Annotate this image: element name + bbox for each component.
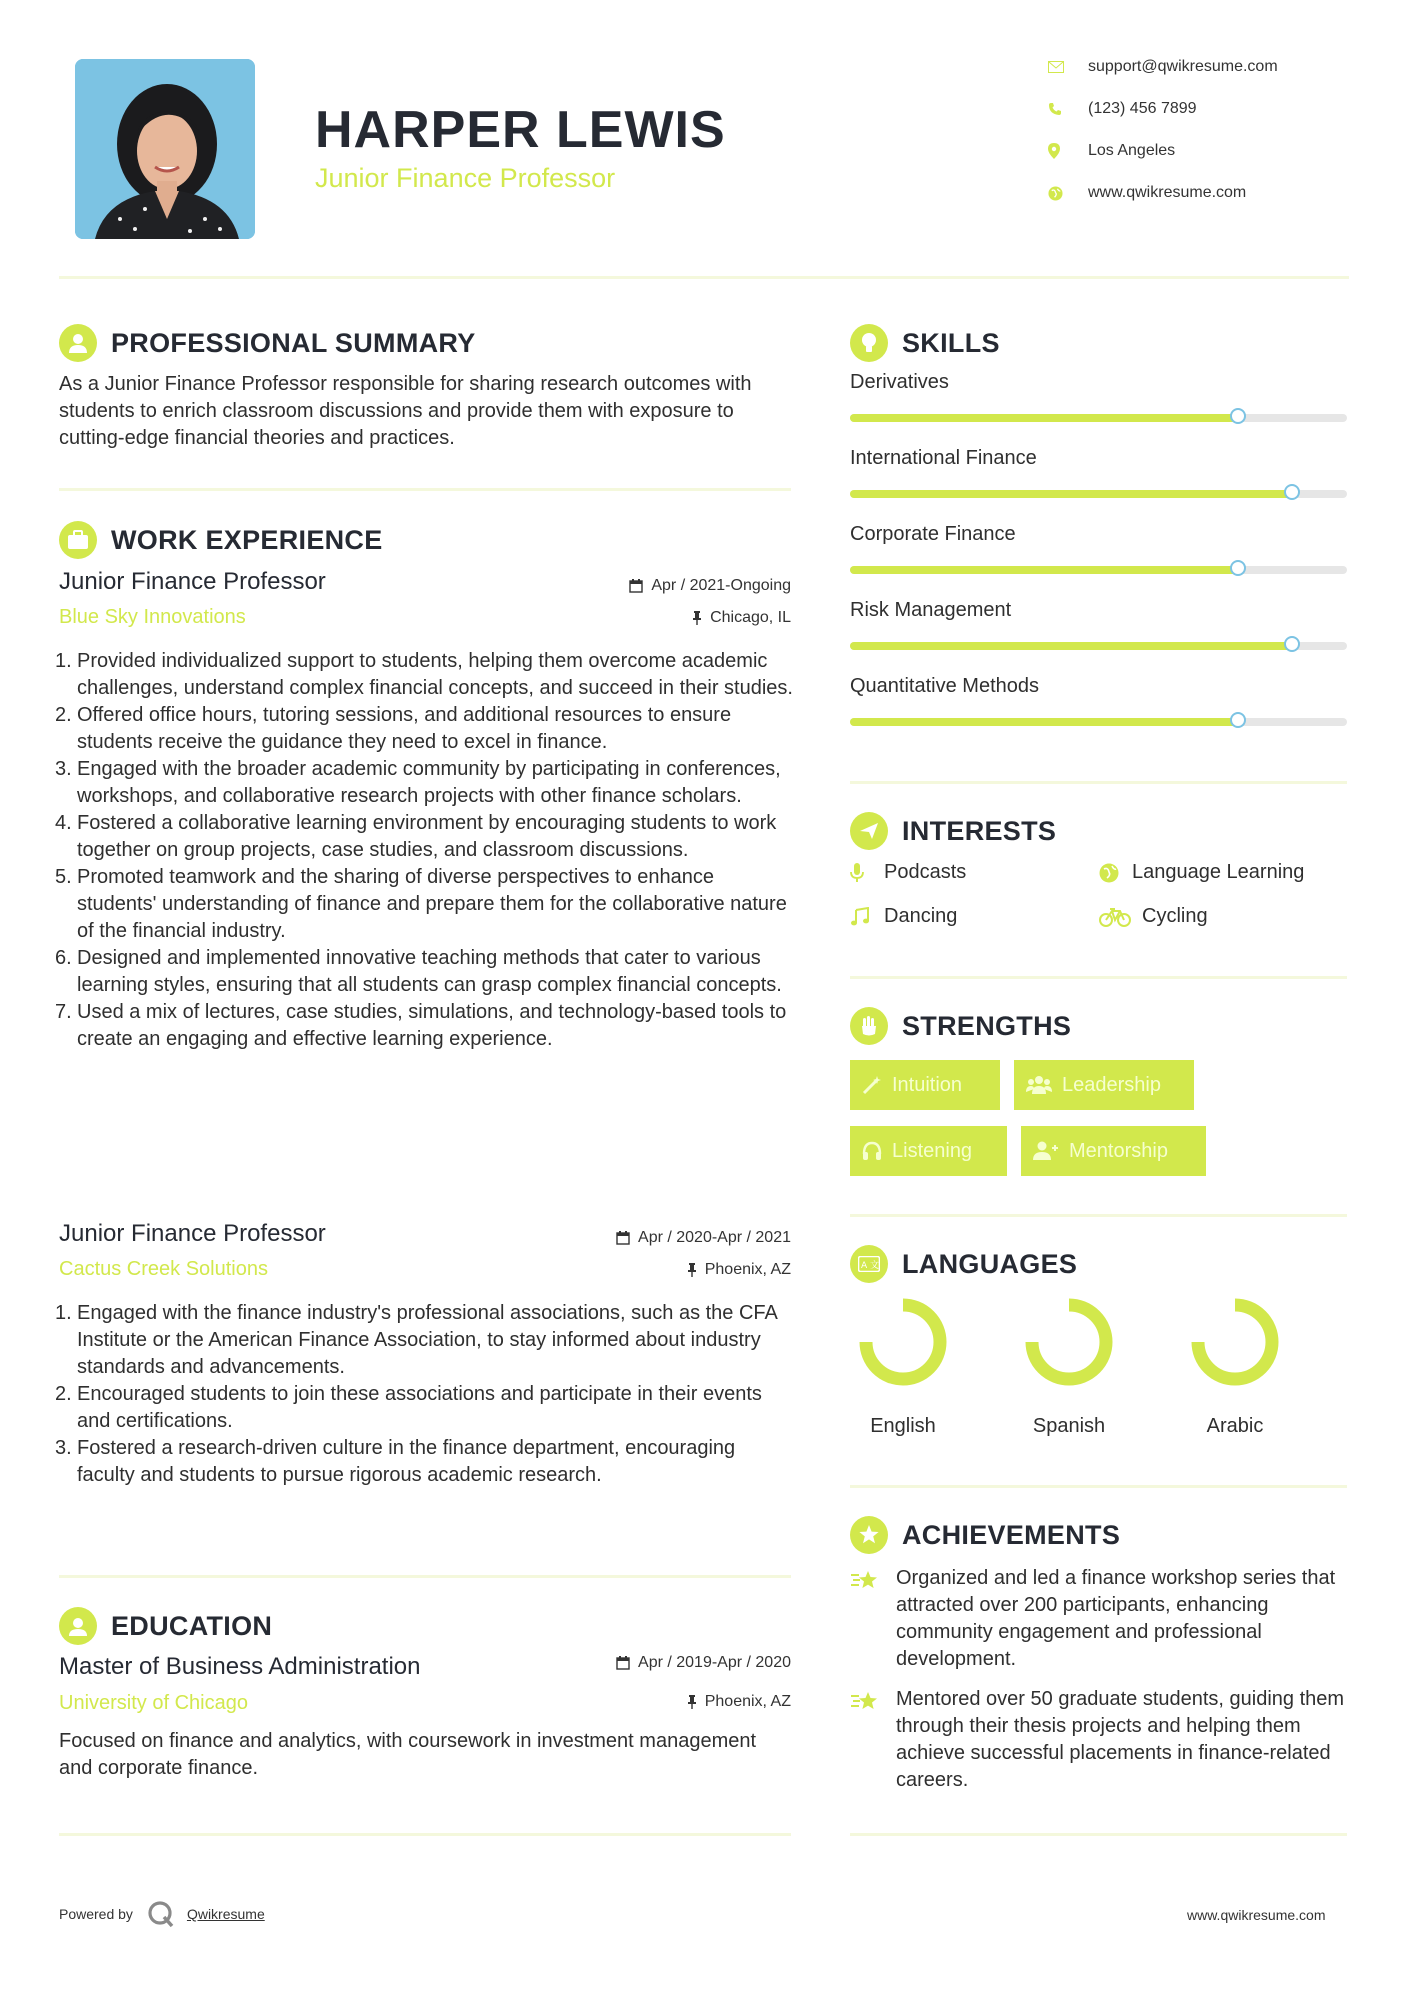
skill-bar-fill bbox=[850, 490, 1292, 498]
users-icon bbox=[1026, 1075, 1052, 1095]
email-text: support@qwikresume.com bbox=[1088, 58, 1278, 75]
interest-dancing bbox=[850, 905, 957, 928]
skill-bar bbox=[850, 490, 1347, 498]
skill-name: International Finance bbox=[850, 447, 1037, 469]
profile-photo bbox=[75, 59, 255, 239]
job-1-location-text: Chicago, IL bbox=[710, 609, 791, 626]
summary-text: As a Junior Finance Professor responsible for sharing research outcomes with students to enrich classroom discussions and provide them with exposure to cutting-edge financial theories and practices. bbox=[59, 373, 752, 449]
achievements-heading bbox=[850, 1516, 1120, 1554]
skill-bar bbox=[850, 414, 1347, 422]
powered-by-text: Powered by bbox=[59, 1906, 133, 1922]
list-item: Promoted teamwork and the sharing of diverse perspectives to enhance students' understanding of finance and prepare them for the collaborative nature of the financial industry. bbox=[77, 866, 787, 942]
education-degree: Master of Business Administration bbox=[59, 1653, 421, 1680]
list-item: Engaged with the broader academic community by participating in conferences, workshops, and collaborative research projects with other finance scholars. bbox=[77, 758, 781, 807]
interest-label: Cycling bbox=[1142, 905, 1208, 927]
hand-icon bbox=[850, 1007, 888, 1045]
job-2-date-text: Apr / 2020-Apr / 2021 bbox=[638, 1229, 791, 1246]
job-2-date bbox=[500, 1229, 791, 1247]
job-1-responsibilities bbox=[59, 648, 794, 1053]
qwikresume-logo-icon bbox=[147, 1900, 175, 1928]
languages-divider bbox=[850, 1485, 1347, 1488]
location-text: Los Angeles bbox=[1088, 142, 1176, 159]
achievement-text: Mentored over 50 graduate students, guiding them through their thesis projects and helping them achieve successful placements in finance-related careers. bbox=[896, 1688, 1345, 1791]
list-item: Engaged with the finance industry's professional associations, such as the CFA Institute or the American Finance Association, to stay informed about industry standards and advancements. bbox=[77, 1302, 777, 1378]
interest-podcasts bbox=[850, 861, 966, 884]
list-item: Designed and implemented innovative teaching methods that cater to various learning styles, ensuring that all students can grasp complex financial concepts. bbox=[77, 947, 782, 996]
skill-bar-fill bbox=[850, 642, 1292, 650]
language-label: English bbox=[870, 1415, 936, 1437]
achievement-1 bbox=[850, 1565, 1350, 1673]
education-date bbox=[500, 1654, 791, 1672]
contact-phone[interactable] bbox=[1048, 100, 1388, 118]
education-heading-text: EDUCATION bbox=[111, 1610, 273, 1641]
envelope-icon bbox=[1048, 61, 1088, 73]
skill-bar-knob bbox=[1284, 484, 1300, 500]
interests-heading bbox=[850, 812, 1056, 850]
language-ring bbox=[1185, 1292, 1285, 1392]
language-ring-arc bbox=[1198, 1305, 1272, 1379]
website-text: www.qwikresume.com bbox=[1088, 184, 1247, 201]
strengths-heading-text: STRENGTHS bbox=[902, 1010, 1072, 1041]
achievement-text: Organized and led a finance workshop series that attracted over 200 participants, enhancing community engagement and professional development. bbox=[896, 1567, 1336, 1670]
education-location bbox=[500, 1693, 791, 1711]
job-1-date-text: Apr / 2021-Ongoing bbox=[651, 577, 791, 594]
job-1-date bbox=[500, 577, 791, 595]
experience-heading-text: WORK EXPERIENCE bbox=[111, 524, 383, 555]
strength-mentorship bbox=[1021, 1126, 1206, 1176]
skill-bar bbox=[850, 642, 1347, 650]
skill-bar-knob bbox=[1230, 560, 1246, 576]
svg-text:文: 文 bbox=[870, 1261, 880, 1271]
shooting-star-icon bbox=[850, 1565, 896, 1673]
summary-divider bbox=[59, 488, 791, 491]
language-label: Arabic bbox=[1206, 1415, 1264, 1437]
pushpin-icon bbox=[692, 611, 702, 625]
job-1-title: Junior Finance Professor bbox=[59, 568, 326, 595]
calendar-icon bbox=[616, 1231, 630, 1245]
interests-heading-text: INTERESTS bbox=[902, 815, 1057, 846]
strength-label: Leadership bbox=[1062, 1073, 1161, 1096]
job-1-company: Blue Sky Innovations bbox=[59, 606, 246, 628]
language-ring-arc bbox=[866, 1305, 940, 1379]
strength-intuition bbox=[850, 1060, 1000, 1110]
interest-cycling bbox=[1099, 905, 1208, 928]
skill-bar-knob bbox=[1230, 712, 1246, 728]
briefcase-icon bbox=[59, 521, 97, 559]
list-item: Fostered a research-driven culture in the finance department, encouraging faculty and students to pursue rigorous academic research. bbox=[77, 1437, 736, 1486]
education-date-text: Apr / 2019-Apr / 2020 bbox=[638, 1654, 791, 1671]
skills-divider bbox=[850, 781, 1347, 784]
pushpin-icon bbox=[687, 1263, 697, 1277]
map-pin-icon bbox=[1048, 143, 1088, 159]
qwikresume-link[interactable]: Qwikresume bbox=[186, 1906, 265, 1922]
skill-name: Derivatives bbox=[850, 371, 949, 393]
job-1-location bbox=[500, 609, 791, 627]
skill-name: Corporate Finance bbox=[850, 523, 1016, 545]
achievements-divider bbox=[850, 1833, 1347, 1836]
languages-heading bbox=[850, 1245, 1077, 1283]
skills-heading-text: SKILLS bbox=[902, 327, 1000, 358]
languages-heading-text: LANGUAGES bbox=[902, 1248, 1078, 1279]
paper-plane-icon bbox=[850, 812, 888, 850]
magic-wand-icon bbox=[862, 1075, 882, 1095]
skill-bar-fill bbox=[850, 718, 1238, 726]
experience-heading bbox=[59, 521, 383, 559]
skill-name: Quantitative Methods bbox=[850, 675, 1039, 697]
language-ring bbox=[1019, 1292, 1119, 1392]
list-item: Offered office hours, tutoring sessions, and additional resources to ensure students receive the guidance they need to excel in finance. bbox=[77, 704, 732, 753]
calendar-icon bbox=[629, 579, 643, 593]
skill-name: Risk Management bbox=[850, 599, 1012, 621]
job-2-responsibilities bbox=[59, 1300, 794, 1489]
lightbulb-icon bbox=[850, 324, 888, 362]
user-plus-icon bbox=[1033, 1141, 1059, 1161]
skill-bar bbox=[850, 566, 1347, 574]
globe-icon bbox=[1048, 186, 1088, 201]
globe-icon bbox=[1099, 863, 1132, 883]
interest-label: Language Learning bbox=[1132, 861, 1305, 883]
strength-listening bbox=[850, 1126, 1007, 1176]
job-2-location bbox=[500, 1261, 791, 1279]
strength-label: Mentorship bbox=[1069, 1139, 1168, 1162]
interests-divider bbox=[850, 976, 1347, 979]
skill-bar-fill bbox=[850, 566, 1238, 574]
language-ring-arc bbox=[1032, 1305, 1106, 1379]
experience-divider bbox=[59, 1575, 791, 1578]
strengths-heading bbox=[850, 1007, 1071, 1045]
interest-label: Podcasts bbox=[884, 861, 967, 883]
phone-icon bbox=[1048, 102, 1088, 116]
list-item: Used a mix of lectures, case studies, simulations, and technology-based tools to create an engaging and effective learning experience. bbox=[77, 1001, 787, 1050]
list-item: Provided individualized support to students, helping them overcome academic challenges, understand complex financial concepts, and succeed in their studies. bbox=[77, 650, 793, 699]
footer-powered-by bbox=[59, 1900, 265, 1928]
language-ring bbox=[853, 1292, 953, 1392]
strengths-divider bbox=[850, 1214, 1347, 1217]
education-text: Focused on finance and analytics, with coursework in investment management and corporate finance. bbox=[59, 1730, 757, 1779]
education-heading bbox=[59, 1607, 272, 1645]
job-2-company: Cactus Creek Solutions bbox=[59, 1258, 268, 1280]
headphones-icon bbox=[862, 1141, 882, 1161]
strength-leadership bbox=[1014, 1060, 1194, 1110]
interest-label: Dancing bbox=[884, 905, 958, 927]
list-item: Encouraged students to join these associations and participate in their events and certifications. bbox=[77, 1383, 762, 1432]
candidate-title: Junior Finance Professor bbox=[315, 163, 616, 193]
summary-heading bbox=[59, 324, 476, 362]
education-divider bbox=[59, 1833, 791, 1836]
pushpin-icon bbox=[687, 1695, 697, 1709]
skill-bar-knob bbox=[1284, 636, 1300, 652]
job-2-title: Junior Finance Professor bbox=[59, 1220, 326, 1247]
calendar-icon bbox=[616, 1656, 630, 1670]
svg-text:A: A bbox=[861, 1261, 868, 1271]
list-item: Fostered a collaborative learning environment by encouraging students to work together on group projects, case studies, and classroom discussions. bbox=[77, 812, 777, 861]
contact-email[interactable] bbox=[1048, 58, 1388, 76]
education-location-text: Phoenix, AZ bbox=[704, 1693, 791, 1710]
candidate-name: HARPER LEWIS bbox=[315, 101, 726, 159]
summary-heading-text: PROFESSIONAL SUMMARY bbox=[111, 327, 476, 358]
skills-heading bbox=[850, 324, 1000, 362]
graduate-icon bbox=[59, 1607, 97, 1645]
strength-label: Listening bbox=[892, 1139, 973, 1162]
job-2-location-text: Phoenix, AZ bbox=[704, 1261, 791, 1278]
music-note-icon bbox=[850, 907, 884, 927]
strength-label: Intuition bbox=[892, 1073, 963, 1096]
bicycle-icon bbox=[1099, 907, 1142, 927]
contact-location bbox=[1048, 142, 1388, 160]
header-divider bbox=[59, 276, 1349, 279]
achievement-2 bbox=[850, 1686, 1350, 1794]
language-icon bbox=[850, 1245, 888, 1283]
microphone-icon bbox=[850, 863, 884, 883]
phone-text: (123) 456 7899 bbox=[1088, 100, 1197, 117]
skill-bar-fill bbox=[850, 414, 1238, 422]
shooting-star-icon bbox=[850, 1686, 896, 1794]
skill-bar-knob bbox=[1230, 408, 1246, 424]
footer-website[interactable]: www.qwikresume.com bbox=[1187, 1907, 1326, 1923]
achievements-heading-text: ACHIEVEMENTS bbox=[902, 1519, 1121, 1550]
skill-bar bbox=[850, 718, 1347, 726]
interest-language-learning bbox=[1099, 861, 1304, 884]
star-badge-icon bbox=[850, 1516, 888, 1554]
user-icon bbox=[59, 324, 97, 362]
language-label: Spanish bbox=[1032, 1415, 1106, 1437]
education-school: University of Chicago bbox=[59, 1692, 248, 1714]
contact-website[interactable] bbox=[1048, 184, 1388, 202]
